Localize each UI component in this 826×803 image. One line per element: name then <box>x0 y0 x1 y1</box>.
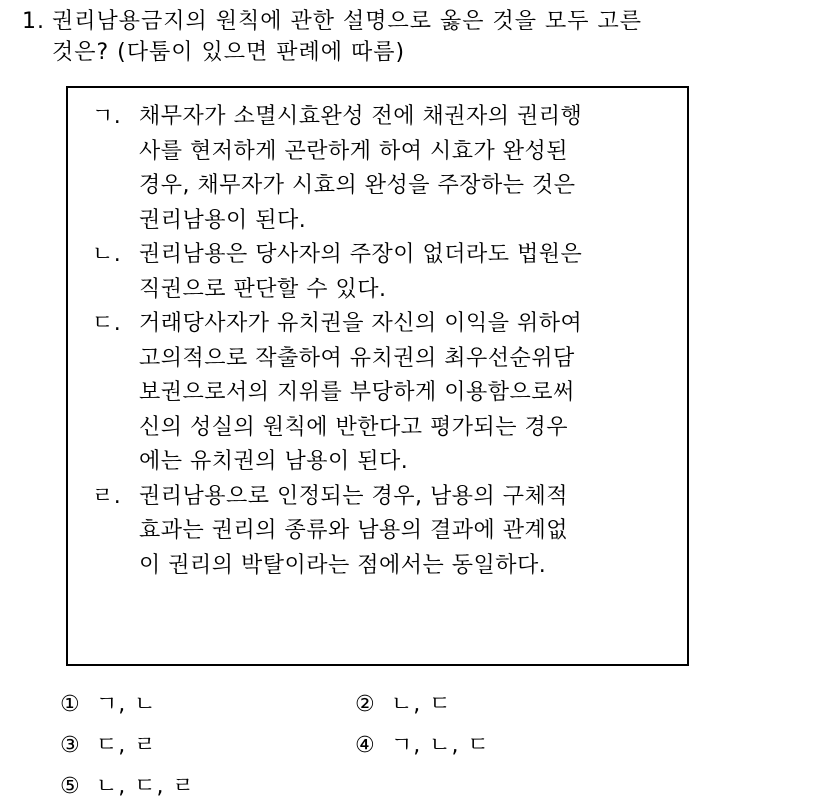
choice-text: ㄱ, ㄴ <box>96 692 157 717</box>
question-line-1 <box>22 6 812 37</box>
question-stem <box>22 6 812 68</box>
question-text-line-1: 권리남용금지의 원칙에 관한 설명으로 옳은 것을 모두 고른 <box>52 9 643 34</box>
statement-box <box>66 86 689 666</box>
statement-text: 권리남용은 당사자의 주장이 없더라도 법원은 직권으로 판단할 수 있다. <box>139 242 583 302</box>
choice-symbol: ③ <box>60 733 81 758</box>
choice-symbol: ④ <box>355 733 376 758</box>
choice-text: ㄷ, ㄹ <box>96 733 157 758</box>
question-text-line-2: 것은? (다툼이 있으면 판례에 따름) <box>52 40 406 65</box>
choice-2[interactable] <box>355 690 452 720</box>
statement-text: 거래당사자가 유치권을 자신의 이익을 위하여 고의적으로 작출하여 유치권의 최우선순위담 보권으로서의 지위를 부당하게 이용함으로써 신의 성실의 원칙에 반한다고 평가되는 경우 에는 유치권의 남용이 된다. <box>139 311 583 474</box>
choice-text: ㄴ, ㄷ <box>391 692 452 717</box>
statement-marker: ㄱ. <box>92 104 122 129</box>
statement-text: 권리남용으로 인정되는 경우, 남용의 구체적 효과는 권리의 종류와 남용의 결과에 관계없 이 권리의 박탈이라는 점에서는 동일하다. <box>139 483 569 578</box>
statement-marker: ㄹ. <box>92 483 122 509</box>
statement-item <box>92 480 677 584</box>
choice-3[interactable] <box>60 731 157 761</box>
choice-1[interactable] <box>60 690 157 720</box>
statement-item <box>92 238 677 307</box>
statement-marker: ㄴ. <box>92 242 122 267</box>
choice-symbol: ① <box>60 692 81 717</box>
choice-4[interactable] <box>355 731 490 761</box>
statement-list <box>92 100 677 583</box>
choice-symbol: ② <box>355 692 376 717</box>
statement-marker: ㄷ. <box>92 311 122 336</box>
choice-5[interactable] <box>60 772 195 802</box>
statement-item <box>92 307 677 480</box>
choice-text: ㄱ, ㄴ, ㄷ <box>391 733 490 758</box>
question-number: 1. <box>22 9 45 34</box>
choice-symbol: ⑤ <box>60 774 81 799</box>
choice-text: ㄴ, ㄷ, ㄹ <box>96 774 195 799</box>
statement-item <box>92 100 677 238</box>
statement-text: 채무자가 소멸시효완성 전에 채권자의 권리행 사를 현저하게 곤란하게 하여 시효가 완성된 경우, 채무자가 시효의 완성을 주장하는 것은 권리남용이 된다. <box>139 104 583 233</box>
